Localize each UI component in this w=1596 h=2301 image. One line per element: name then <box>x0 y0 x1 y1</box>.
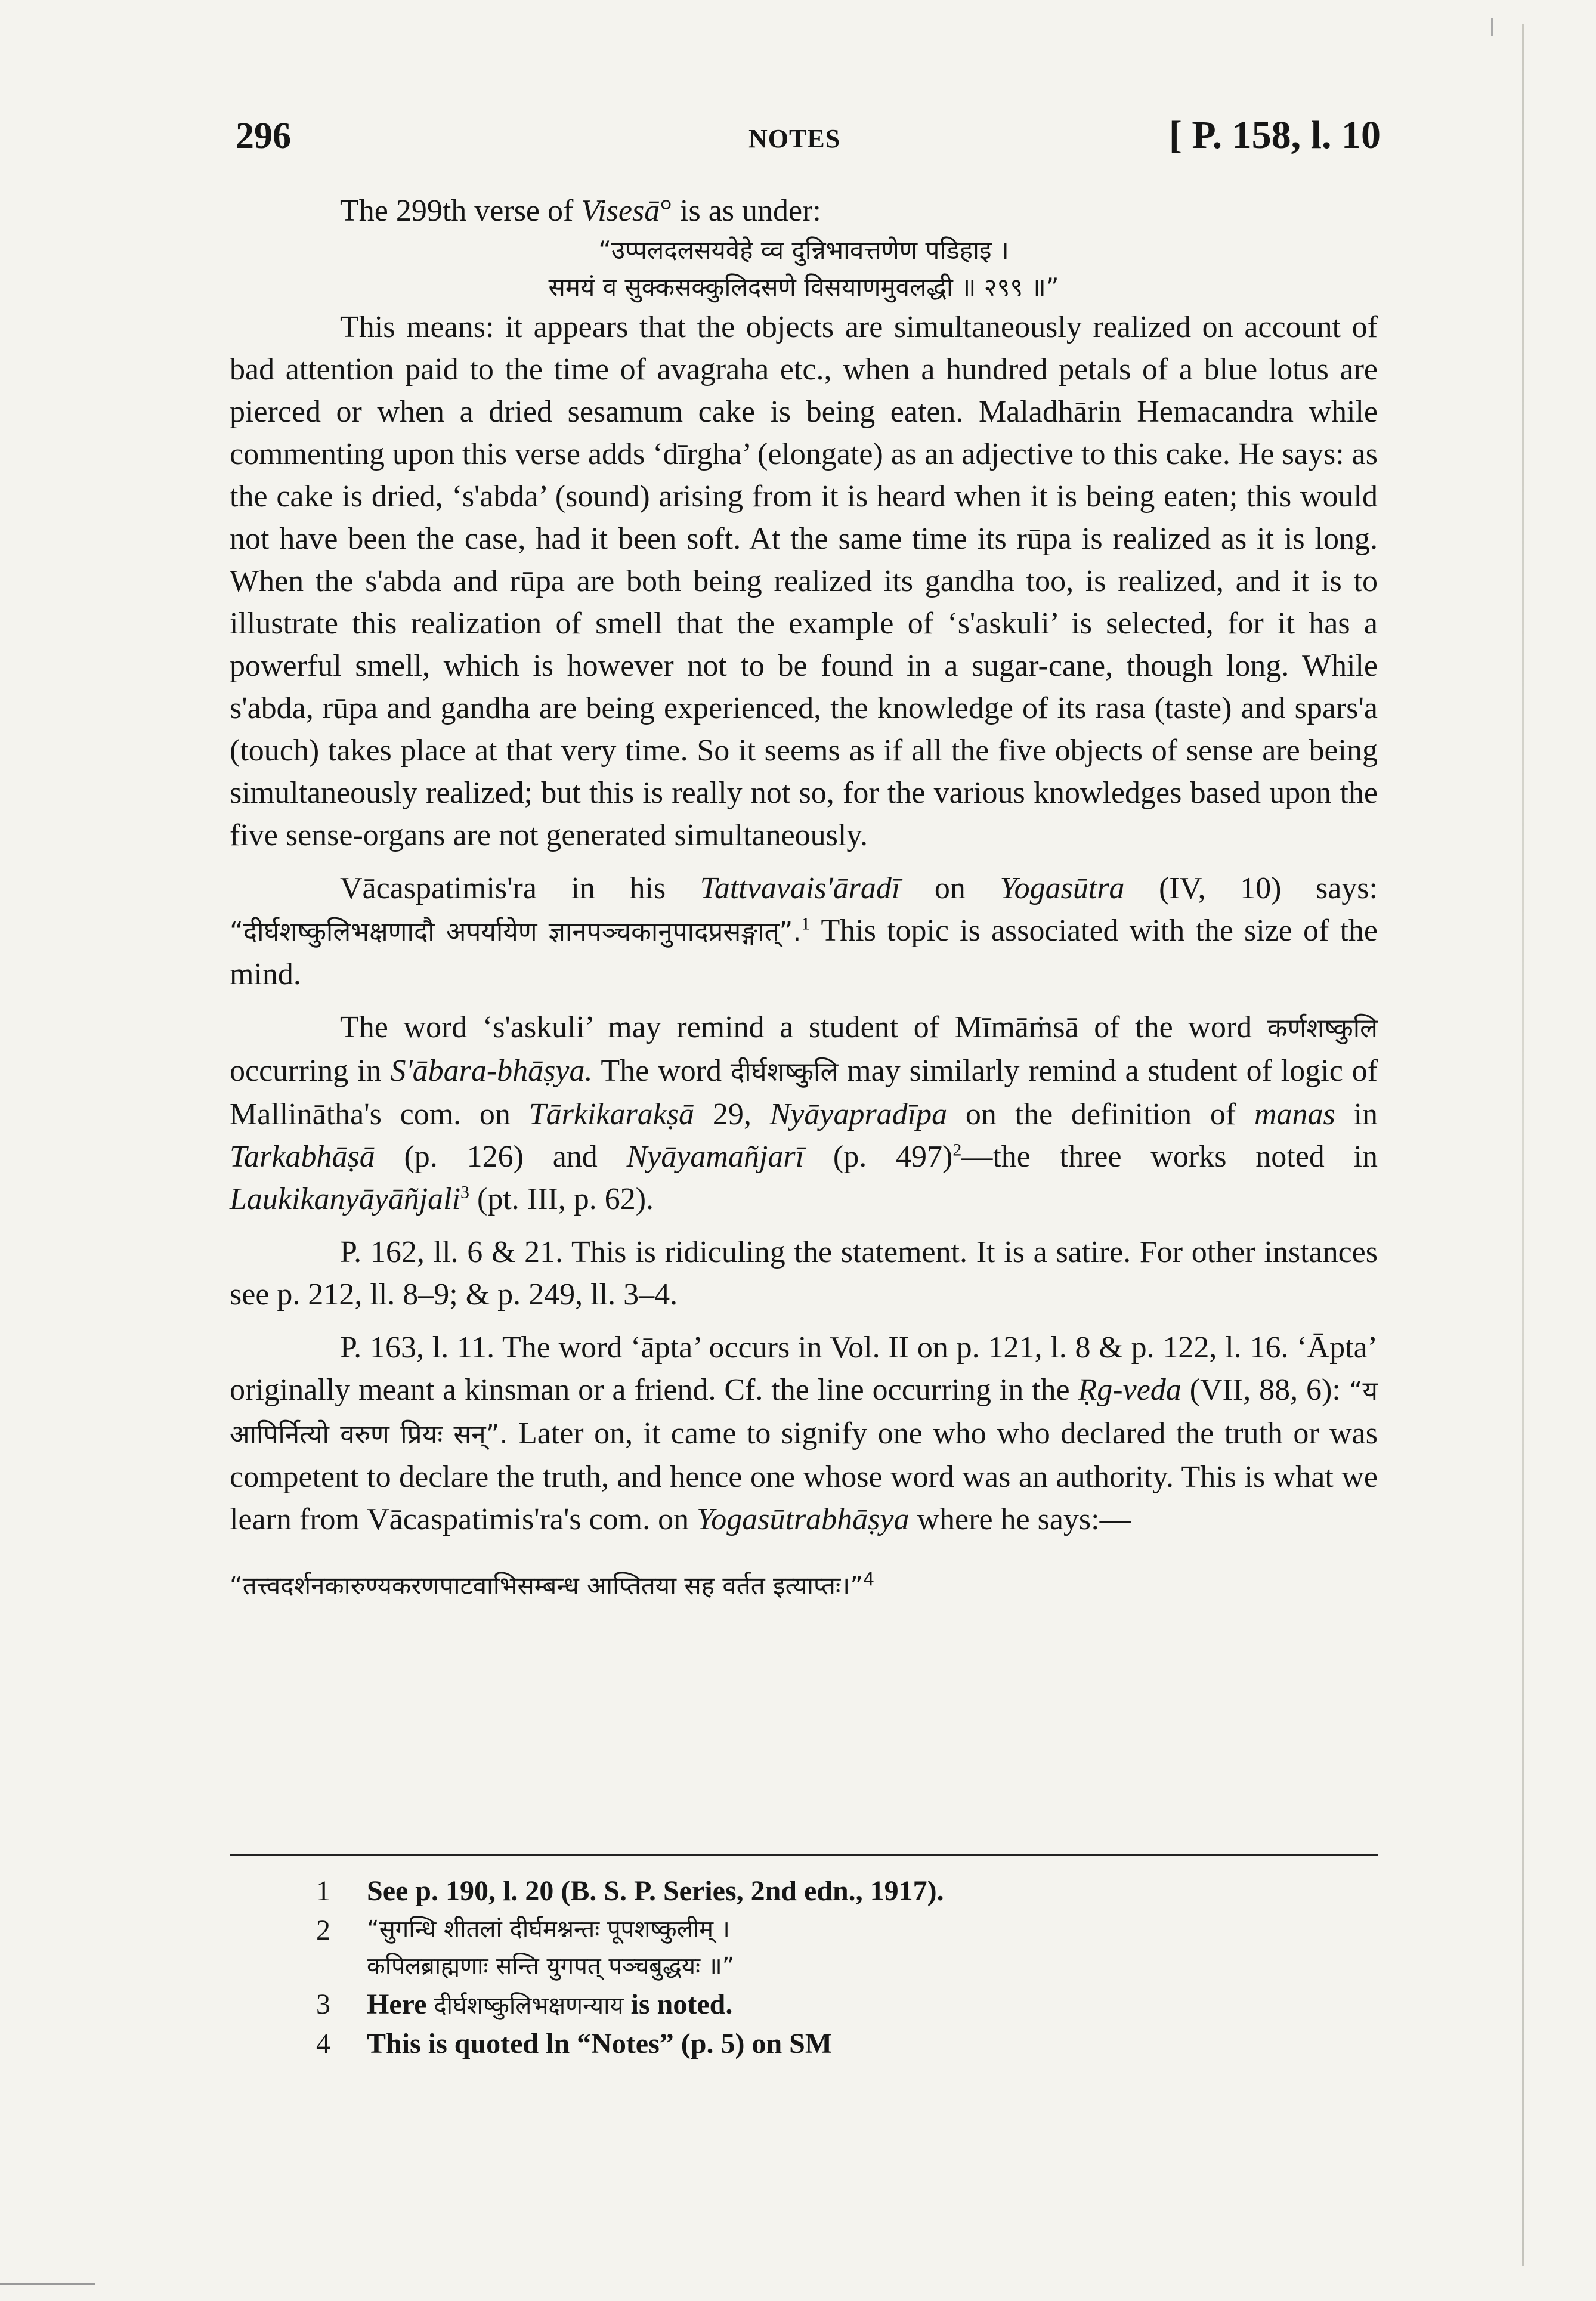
page-header <box>236 110 1381 164</box>
work-title: Yogasūtra <box>1000 871 1125 905</box>
footnote-ref: 3 <box>460 1182 470 1202</box>
work-title: Yogasūtrabhāṣya <box>697 1502 910 1536</box>
main-text <box>230 190 1378 1607</box>
work-title: Tarkabhāṣā <box>230 1140 375 1174</box>
work-title: Ṛg-veda <box>1078 1373 1181 1407</box>
page-reference: [ P. 158, l. 10 <box>1168 113 1381 157</box>
work-title: Nyāyapradīpa <box>769 1097 948 1131</box>
paragraph-explanation: This means: it appears that the objects are simultaneously realized on account of bad attention paid to the time of avagraha etc., when a hundred petals of a blue lotus are pierced or when a dried sesamum cake is being eaten. Maladhārin Hemacandra while commenting upon this verse adds ‘dīrgha’ (elongate) as an adjective to this cake. He says: as the cake is dried, ‘s'abda’ (sound) arising from it is heard when it is being eaten; this would not have been the case, had it been soft. At the same time its rūpa is realized as it is long. When the s'abda and rūpa are both being realized its gandha too, is realized, and it is to illustrate this realization of smell that the example of ‘s'askuli’ is selected, for it has a powerful smell, which is however not to be found in a sugar-cane, though long. While s'abda, rūpa and gandha are being experienced, the knowledge of its rasa (taste) and spars'a (touch) takes place at that very time. So it seems as if all the five objects of sense are being simultaneously realized; but this is really not so, for the various knowledges based upon the five sense-organs are not generated simultaneously. <box>230 310 1378 852</box>
verse-block <box>230 232 1378 306</box>
footnote-3: 3 Here दीर्घशष्कुलिभक्षणन्याय is noted. <box>316 1988 733 2020</box>
verse-line-2: समयं व सुक्कसक्कुलिदसणे विसयाणमुवलद्धी ॥ २९९ ॥” <box>548 273 1059 302</box>
sanskrit-definition-quote: “तत्त्वदर्शनकारुण्यकरणपाटवाभिसम्बन्ध आप्तितया सह वर्तत इत्याप्तः।”$^4$ <box>230 1569 875 1600</box>
work-title: Tattvavais'āradī <box>700 871 901 905</box>
page-number: 296 <box>236 116 291 156</box>
work-title: Laukikanyāyāñjali <box>230 1182 461 1216</box>
footnote-rule <box>230 1854 1378 1856</box>
work-title: Nyāyamañjarī <box>626 1140 805 1174</box>
footnote-2: 2 “सुगन्धि शीतलां दीर्घमश्नन्तः पूपशष्कुलीम् । कपिलब्राह्मणाः सन्ति युगपत् पञ्चबुद्धयः ॥” <box>316 1915 735 1980</box>
sanskrit-term: कर्णशष्कुलि <box>1267 1013 1378 1044</box>
footnote-ref: 1 <box>801 914 811 934</box>
sanskrit-term: दीर्घशष्कुलि <box>730 1057 839 1087</box>
paragraph-intro: The 299th verse of Visesā° is as under: <box>340 194 821 228</box>
scan-bottom-mark <box>0 2283 95 2285</box>
sanskrit-quote: “दीर्घशष्कुलिभक्षणादौ अपर्यायेण ज्ञानपञ्चकानुपादप्रसङ्गात्”. <box>230 917 802 947</box>
verse-line-1: “उप्पलदलसयवेहे व्व दुन्निभावत्तणेण पडिहाइ । <box>598 236 1009 265</box>
paragraph-saskuli: The word ‘s'askuli’ may remind a student of Mīmāṁsā of the word कर्णशष्कुलि occurring in S'ābara-bhāṣya. The word दीर्घशष्कुलि may similarly remind a student of logic of Mallinātha's com. on Tārkikarakṣā 29, Nyāyapradīpa on the definition of manas in Tarkabhāṣā (p. 126) and Nyāyamañjarī (p. 497)$^2$—the three works noted in Laukikanyāyāñjali$^3$ (pt. III, p. 62). <box>230 1010 1378 1216</box>
footnotes <box>316 1872 1330 2064</box>
footnote-1: 1 See p. 190, l. 20 (B. S. P. Series, 2nd edn., 1917). <box>316 1875 944 1907</box>
sanskrit-quote: “य आपिर्नित्यो वरुण प्रियः सन्”. <box>230 1376 1378 1450</box>
term: manas <box>1254 1097 1335 1131</box>
scan-margin-mark <box>1491 18 1517 36</box>
footnote-ref: 2 <box>952 1140 962 1160</box>
running-title: NOTES <box>748 124 841 153</box>
work-title: S'ābara-bhāṣya. <box>390 1054 593 1088</box>
paragraph-p162: P. 162, ll. 6 & 21. This is ridiculing the statement. It is a satire. For other instances see p. 212, ll. 8–9; & p. 249, ll. 3–4. <box>230 1235 1378 1312</box>
work-title: Tārkikarakṣā <box>528 1097 695 1131</box>
paragraph-p163: P. 163, l. 11. The word ‘āpta’ occurs in Vol. II on p. 121, l. 8 & p. 122, l. 16. ‘Āpta’ originally meant a kinsman or a friend. Cf. the line occurring in the Ṛg-veda (VII, 88, 6): “य आपिर्नित्यो वरुण प्रियः सन्”. Later on, it came to signify one who who declared the truth or was competent to declare the truth, and hence one whose word was an authority. This is what we learn from Vācaspatimis'ra's com. on Yogasūtrabhāṣya where he says:— <box>230 1331 1378 1536</box>
work-title: Visesā <box>581 194 660 228</box>
scan-edge-line <box>1522 24 1524 2266</box>
footnote-ref: 4 <box>863 1569 875 1590</box>
footnote-4: 4 This is quoted ln “Notes” (p. 5) on SM <box>316 2028 833 2059</box>
paragraph-vacaspati: Vācaspatimis'ra in his Tattvavais'āradī on Yogasūtra (IV, 10) says: “दीर्घशष्कुलिभक्षणादौ अपर्यायेण ज्ञानपञ्चकानुपादप्रसङ्गात्”.$^1$ This topic is associated with the size of the mind. <box>230 871 1378 991</box>
